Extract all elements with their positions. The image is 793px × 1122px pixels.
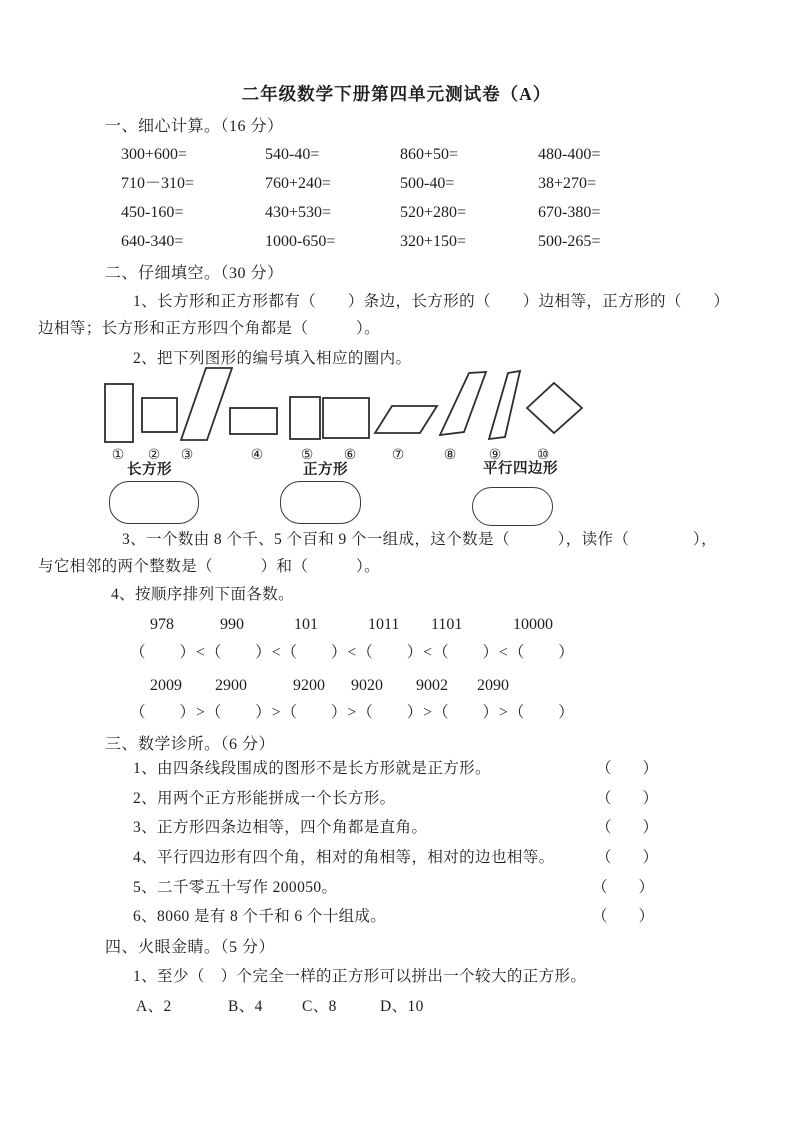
shape-square-2: [142, 398, 177, 432]
ordering-number: 2009: [150, 677, 182, 694]
shape-rectangle-5: [290, 397, 320, 439]
category-label-parallelogram: 平行四边形: [483, 461, 558, 477]
answer-oval-parallelogram: [472, 487, 553, 526]
ordering-comparison-line: （ ）<（ ）<（ ）<（ ）<（ ）<（ ）: [130, 644, 575, 661]
shape-diamond-10: [527, 383, 582, 433]
true-false-item: 6、8060 是有 8 个千和 6 个十组成。: [133, 908, 387, 925]
shape-parallelogram-8: [440, 372, 486, 435]
shape-number-label: ⑤: [300, 447, 314, 463]
calc-problem: 430+530=: [265, 204, 332, 221]
true-false-item: 4、平行四边形有四个角，相对的角相等，相对的边也相等。: [133, 849, 555, 866]
calc-problem: 480-400=: [538, 146, 601, 163]
shape-number-label: ⑨: [488, 447, 502, 463]
shape-parallelogram-9: [489, 371, 520, 439]
calc-problem: 860+50=: [400, 146, 459, 163]
answer-bracket: （ ）: [596, 790, 659, 807]
ordering-number: 1011: [368, 616, 400, 633]
fill-blank-q1-line1: 1、长方形和正方形都有（ ）条边，长方形的（ ）边相等，正方形的（ ）: [133, 293, 730, 310]
ordering-number: 990: [220, 616, 244, 633]
shape-number-label: ①: [111, 447, 125, 463]
category-label-rectangle: 长方形: [127, 462, 172, 478]
choice-question: 1、至少（ ）个完全一样的正方形可以拼出一个较大的正方形。: [133, 968, 587, 985]
shape-rectangle-4: [230, 408, 277, 434]
fill-blank-q2: 2、把下列图形的编号填入相应的圈内。: [133, 350, 412, 367]
answer-bracket: （ ）: [592, 879, 655, 896]
shape-number-label: ⑦: [391, 447, 405, 463]
choice-option-a: A、2: [136, 998, 172, 1015]
calc-problem: 300+600=: [121, 146, 188, 163]
shape-parallelogram-3: [181, 368, 232, 440]
shape-number-label: ⑥: [343, 447, 357, 463]
ordering-number: 1101: [431, 616, 463, 633]
section4-header: 四、火眼金睛。（5 分）: [105, 939, 276, 956]
ordering-number: 2090: [477, 677, 509, 694]
shape-number-label: ⑩: [536, 447, 550, 463]
fill-blank-q1-line2: 边相等；长方形和正方形四个角都是（ ）。: [38, 320, 381, 337]
ordering-comparison-line: （ ）>（ ）>（ ）>（ ）>（ ）>（ ）: [130, 704, 575, 721]
shape-number-label: ⑧: [443, 447, 457, 463]
section3-header: 三、数学诊所。（6 分）: [105, 736, 276, 753]
answer-bracket: （ ）: [596, 760, 659, 777]
answer-bracket: （ ）: [596, 819, 659, 836]
shape-number-label: ④: [250, 447, 264, 463]
calc-problem: 500-40=: [400, 175, 455, 192]
answer-oval-square: [280, 481, 361, 524]
calc-problem: 670-380=: [538, 204, 601, 221]
category-label-square: 正方形: [303, 462, 348, 478]
calc-problem: 450-160=: [121, 204, 184, 221]
true-false-item: 3、正方形四条边相等，四个角都是直角。: [133, 819, 428, 836]
shape-rectangle-1: [105, 384, 133, 442]
fill-blank-q3-line1: 3、一个数由 8 个千、5 个百和 9 个一组成，这个数是（ ），读作（ ），: [122, 531, 717, 548]
calc-problem: 500-265=: [538, 233, 601, 250]
calc-problem: 760+240=: [265, 175, 332, 192]
ordering-number: 9002: [416, 677, 448, 694]
answer-oval-rectangle: [109, 481, 199, 524]
ordering-number: 101: [294, 616, 318, 633]
calc-problem: 710－310=: [121, 175, 195, 192]
true-false-item: 5、二千零五十写作 200050。: [133, 879, 338, 896]
section1-header: 一、细心计算。（16 分）: [105, 118, 284, 135]
fill-blank-q4: 4、按顺序排列下面各数。: [111, 586, 295, 603]
calc-problem: 320+150=: [400, 233, 467, 250]
shapes-figure: [98, 364, 598, 448]
ordering-number: 9020: [351, 677, 383, 694]
shape-number-label: ②: [147, 447, 161, 463]
calc-problem: 38+270=: [538, 175, 597, 192]
true-false-item: 1、由四条线段围成的图形不是长方形就是正方形。: [133, 760, 491, 777]
shape-parallelogram-7: [375, 406, 437, 433]
ordering-number: 10000: [513, 616, 553, 633]
true-false-item: 2、用两个正方形能拼成一个长方形。: [133, 790, 396, 807]
ordering-number: 978: [150, 616, 174, 633]
page-title: 二年级数学下册第四单元测试卷（A）: [241, 84, 552, 104]
answer-bracket: （ ）: [596, 849, 659, 866]
ordering-number: 2900: [215, 677, 247, 694]
shape-number-label: ③: [180, 447, 194, 463]
ordering-number: 9200: [293, 677, 325, 694]
fill-blank-q3-line2: 与它相邻的两个整数是（ ）和（ ）。: [38, 558, 381, 575]
calc-problem: 540-40=: [265, 146, 320, 163]
section2-header: 二、仔细填空。（30 分）: [105, 265, 284, 282]
choice-option-c: C、8: [302, 998, 337, 1015]
calc-problem: 1000-650=: [265, 233, 336, 250]
answer-bracket: （ ）: [592, 908, 655, 925]
choice-option-b: B、4: [228, 998, 263, 1015]
calc-problem: 520+280=: [400, 204, 467, 221]
calc-problem: 640-340=: [121, 233, 184, 250]
choice-option-d: D、10: [380, 998, 424, 1015]
shape-square-6: [323, 398, 369, 438]
